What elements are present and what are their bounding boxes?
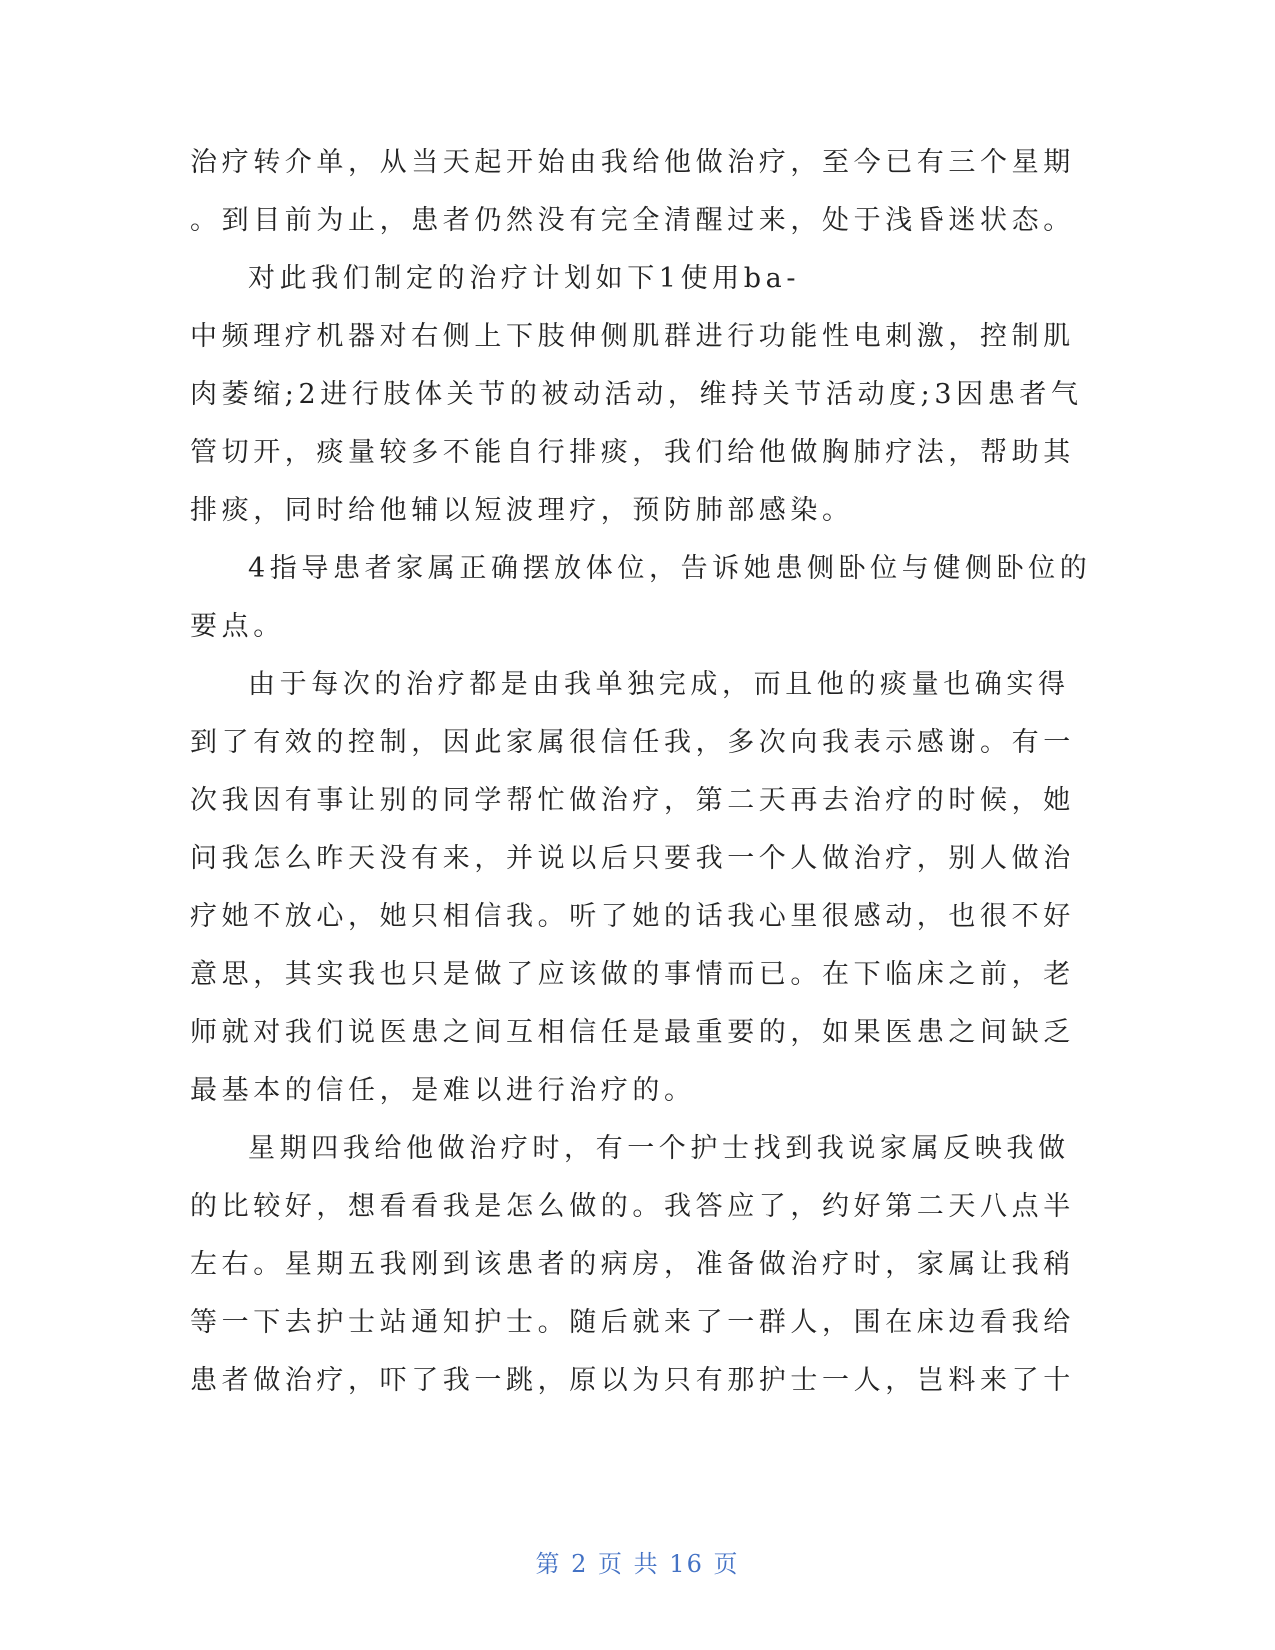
body-text-line: 排痰，同时给他辅以短波理疗，预防肺部感染。 — [190, 495, 854, 526]
body-text-line: 中频理疗机器对右侧上下肢伸侧肌群进行功能性电刺激，控制肌 — [190, 321, 1075, 352]
body-text-line: 到了有效的控制，因此家属很信任我，多次向我表示感谢。有一 — [190, 727, 1075, 758]
body-text-line: 肉萎缩;2进行肢体关节的被动活动，维持关节活动度;3因患者气 — [190, 379, 1083, 410]
body-text-line: 。到目前为止，患者仍然没有完全清醒过来，处于浅昏迷状态。 — [190, 205, 1075, 236]
body-text-line: 次我因有事让别的同学帮忙做治疗，第二天再去治疗的时候，她 — [190, 785, 1075, 816]
body-text-line: 的比较好，想看看我是怎么做的。我答应了，约好第二天八点半 — [190, 1191, 1075, 1222]
body-text-line: 星期四我给他做治疗时，有一个护士找到我说家属反映我做 — [248, 1133, 1070, 1164]
body-text-line: 最基本的信任，是难以进行治疗的。 — [190, 1075, 696, 1106]
body-text-line: 师就对我们说医患之间互相信任是最重要的，如果医患之间缺乏 — [190, 1017, 1075, 1048]
body-text-line: 患者做治疗，吓了我一跳，原以为只有那护士一人，岂料来了十 — [190, 1365, 1075, 1396]
body-text-line: 等一下去护士站通知护士。随后就来了一群人，围在床边看我给 — [190, 1307, 1075, 1338]
page-number-footer: 第 2 页 共 16 页 — [535, 1550, 740, 1578]
body-text-line: 由于每次的治疗都是由我单独完成，而且他的痰量也确实得 — [248, 669, 1070, 700]
body-text-line: 问我怎么昨天没有来，并说以后只要我一个人做治疗，别人做治 — [190, 843, 1075, 874]
body-text-line: 4指导患者家属正确摆放体位，告诉她患侧卧位与健侧卧位的 — [248, 553, 1092, 584]
body-text-line: 治疗转介单，从当天起开始由我给他做治疗，至今已有三个星期 — [190, 147, 1075, 178]
body-text-line: 要点。 — [190, 611, 285, 642]
body-text-line: 疗她不放心，她只相信我。听了她的话我心里很感动，也很不好 — [190, 901, 1075, 932]
body-text-line: 管切开，痰量较多不能自行排痰，我们给他做胸肺疗法，帮助其 — [190, 437, 1075, 468]
body-text-line: 对此我们制定的治疗计划如下1使用ba- — [248, 263, 801, 294]
body-text-line: 意思，其实我也只是做了应该做的事情而已。在下临床之前，老 — [190, 959, 1075, 990]
body-text-line: 左右。星期五我刚到该患者的病房，准备做治疗时，家属让我稍 — [190, 1249, 1075, 1280]
